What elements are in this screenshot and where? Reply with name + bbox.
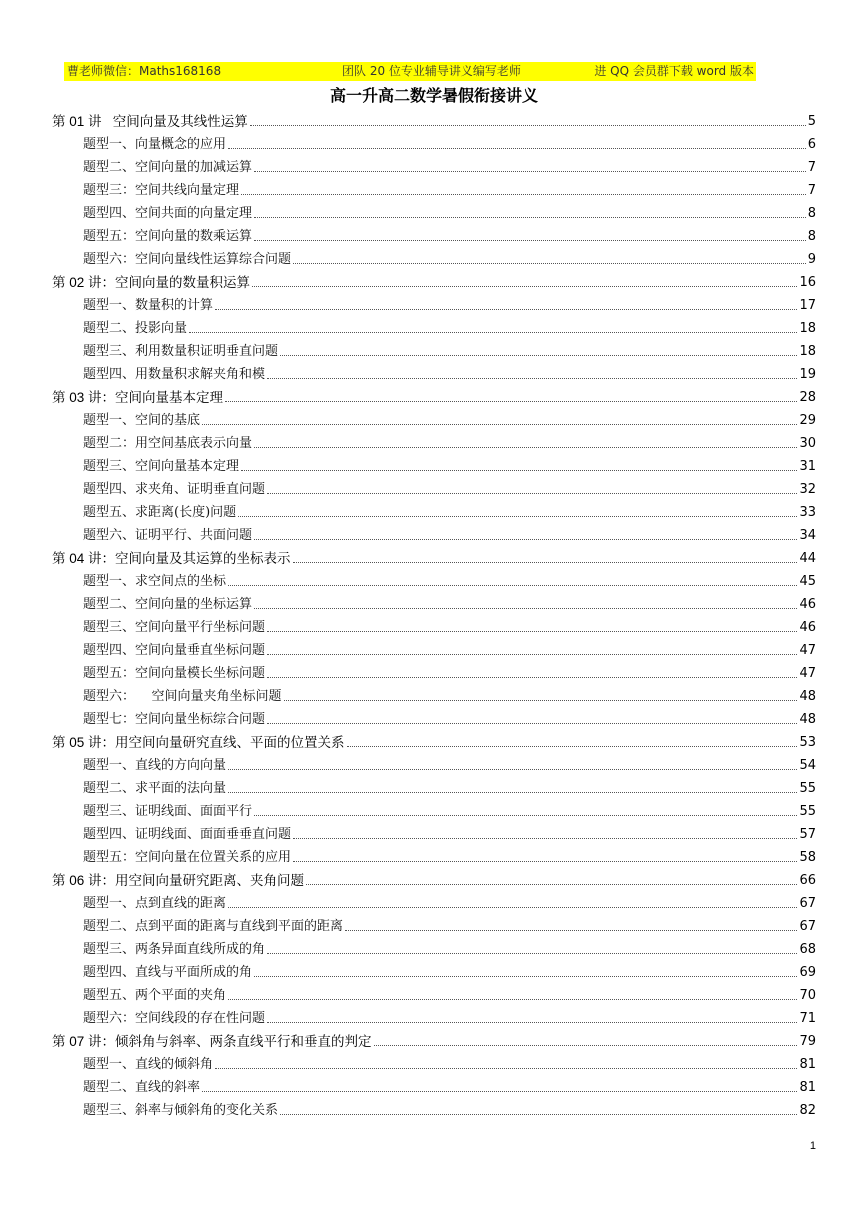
toc-entry-label: 题型一、直线的倾斜角 [83,1057,214,1072]
toc-page-number: 18 [799,321,816,336]
toc-dot-leader [228,584,797,586]
toc-entry-label: 题型七：空间向量坐标综合问题 [83,712,266,727]
toc-page-number: 19 [799,367,816,382]
toc-entry-label: 题型一、直线的方向向量 [83,758,227,773]
toc-page-number: 9 [807,252,816,267]
toc-entry-label: 题型三、两条异面直线所成的角 [83,942,266,957]
toc-entry-label: 题型三、利用数量积证明垂直问题 [83,344,279,359]
toc-dot-leader [254,239,806,241]
toc-subtopic-entry[interactable] [52,751,816,774]
toc-page-number: 48 [799,712,816,727]
toc-dot-leader [293,837,797,839]
toc-page-number: 47 [799,643,816,658]
toc-page-number: 58 [799,850,816,865]
toc-dot-leader [280,354,797,356]
toc-page-number: 17 [799,298,816,313]
toc-subtopic-entry[interactable] [52,820,816,843]
toc-page-number: 67 [799,919,816,934]
header-bar [64,62,756,81]
toc-subtopic-entry[interactable] [52,314,816,337]
toc-lecture-entry[interactable] [52,544,816,567]
toc-dot-leader [267,676,797,678]
toc-subtopic-entry[interactable] [52,590,816,613]
toc-page-number: 57 [799,827,816,842]
toc-dot-leader [306,883,797,885]
toc-page-number: 46 [799,620,816,635]
toc-page-number: 18 [799,344,816,359]
toc-subtopic-entry[interactable] [52,774,816,797]
toc-dot-leader [267,1021,797,1023]
toc-subtopic-entry[interactable] [52,337,816,360]
toc-entry-label: 题型一、求空间点的坐标 [83,574,227,589]
toc-dot-leader [254,216,806,218]
toc-entry-label: 题型四、用数量积求解夹角和模 [83,367,266,382]
toc-entry-label: 题型三、空间向量平行坐标问题 [83,620,266,635]
toc-page-number: 81 [799,1057,816,1072]
toc-dot-leader [280,1113,797,1115]
toc-dot-leader [267,630,797,632]
toc-entry-label: 第 06 讲：用空间向量研究距离、夹角问题 [52,873,305,888]
toc-subtopic-entry[interactable] [52,1096,816,1119]
toc-page-number: 8 [807,229,816,244]
toc-dot-leader [267,653,797,655]
toc-dot-leader [215,308,797,310]
toc-subtopic-entry[interactable] [52,498,816,521]
toc-page-number: 71 [799,1011,816,1026]
toc-entry-label: 题型一、点到直线的距离 [83,896,227,911]
toc-dot-leader [293,860,797,862]
toc-entry-label: 题型五：空间向量的数乘运算 [83,229,253,244]
toc-entry-label: 题型二、直线的斜率 [83,1080,201,1095]
toc-page-number: 70 [799,988,816,1003]
toc-subtopic-entry[interactable] [52,130,816,153]
toc-page-number: 31 [799,459,816,474]
toc-page-number: 82 [799,1103,816,1118]
toc-dot-leader [293,262,806,264]
toc-subtopic-entry[interactable] [52,360,816,383]
toc-dot-leader [225,400,797,402]
toc-dot-leader [228,768,797,770]
toc-page-number: 7 [807,160,816,175]
toc-page-number: 32 [799,482,816,497]
toc-dot-leader [189,331,797,333]
toc-page-number: 67 [799,896,816,911]
toc-entry-label: 题型四、空间共面的向量定理 [83,206,253,221]
toc-subtopic-entry[interactable] [52,222,816,245]
toc-dot-leader [202,1090,797,1092]
toc-dot-leader [293,561,798,563]
toc-subtopic-entry[interactable] [52,406,816,429]
toc-page-number: 47 [799,666,816,681]
toc-dot-leader [254,607,797,609]
toc-entry-label: 第 03 讲：空间向量基本定理 [52,390,224,405]
toc-entry-label: 题型四、空间向量垂直坐标问题 [83,643,266,658]
toc-subtopic-entry[interactable] [52,567,816,590]
toc-page-number: 29 [799,413,816,428]
toc-dot-leader [238,515,797,517]
toc-dot-leader [250,124,806,126]
toc-entry-label: 题型六、证明平行、共面问题 [83,528,253,543]
toc-page-number: 46 [799,597,816,612]
toc-entry-label: 第 05 讲：用空间向量研究直线、平面的位置关系 [52,735,345,750]
toc-page-number: 34 [799,528,816,543]
toc-dot-leader [347,745,798,747]
toc-dot-leader [215,1067,797,1069]
toc-entry-label: 题型三、空间向量基本定理 [83,459,240,474]
toc-subtopic-entry[interactable] [52,1004,816,1027]
toc-entry-label: 第 02 讲：空间向量的数量积运算 [52,275,251,290]
toc-entry-label: 题型二、投影向量 [83,321,188,336]
header-team: 团队 20 位专业辅导讲义编写老师 [342,64,521,78]
toc-entry-label: 题型二：用空间基底表示向量 [83,436,253,451]
document-title: 高一升高二数学暑假衔接讲义 [329,86,538,105]
table-of-contents [52,107,816,1119]
toc-entry-label: 题型一、向量概念的应用 [83,137,227,152]
toc-page-number: 33 [799,505,816,520]
toc-dot-leader [228,998,797,1000]
toc-page-number: 69 [799,965,816,980]
toc-page-number: 81 [799,1080,816,1095]
toc-subtopic-entry[interactable] [52,636,816,659]
toc-entry-label: 题型四、直线与平面所成的角 [83,965,253,980]
toc-page-number: 55 [799,804,816,819]
toc-subtopic-entry[interactable] [52,475,816,498]
toc-entry-label: 题型六：空间向量线性运算综合问题 [83,252,292,267]
toc-subtopic-entry[interactable] [52,797,816,820]
toc-dot-leader [254,538,797,540]
toc-dot-leader [228,147,806,149]
toc-dot-leader [267,722,797,724]
toc-entry-label: 题型五、求距离(长度)问题 [83,505,237,520]
toc-page-number: 30 [799,436,816,451]
toc-subtopic-entry[interactable] [52,682,816,705]
toc-page-number: 55 [799,781,816,796]
toc-subtopic-entry[interactable] [52,659,816,682]
toc-entry-label: 题型二、空间向量的加减运算 [83,160,253,175]
toc-entry-label: 题型二、求平面的法向量 [83,781,227,796]
toc-entry-label: 题型一、数量积的计算 [83,298,214,313]
toc-lecture-entry[interactable] [52,1027,816,1050]
toc-entry-label: 题型二、点到平面的距离与直线到平面的距离 [83,919,344,934]
toc-lecture-entry[interactable] [52,107,816,130]
toc-page-number: 79 [799,1034,816,1049]
toc-subtopic-entry[interactable] [52,199,816,222]
toc-subtopic-entry[interactable] [52,291,816,314]
toc-page-number: 68 [799,942,816,957]
toc-dot-leader [267,952,797,954]
toc-entry-label: 题型六：空间线段的存在性问题 [83,1011,266,1026]
toc-subtopic-entry[interactable] [52,245,816,268]
toc-entry-label: 题型二、空间向量的坐标运算 [83,597,253,612]
toc-subtopic-entry[interactable] [52,1073,816,1096]
toc-dot-leader [228,791,797,793]
header-contact: 曹老师微信：Maths168168 [67,64,222,78]
toc-page-number: 28 [799,390,816,405]
toc-subtopic-entry[interactable] [52,889,816,912]
toc-dot-leader [202,423,797,425]
toc-dot-leader [241,193,806,195]
header-download: 进 QQ 会员群下载 word 版本 [594,64,754,78]
toc-subtopic-entry[interactable] [52,153,816,176]
toc-entry-label: 题型三：空间共线向量定理 [83,183,240,198]
toc-subtopic-entry[interactable] [52,935,816,958]
toc-dot-leader [267,377,797,379]
toc-entry-label: 第 07 讲：倾斜角与斜率、两条直线平行和垂直的判定 [52,1034,372,1049]
toc-entry-label: 题型三、证明线面、面面平行 [83,804,253,819]
toc-entry-label: 题型四、证明线面、面面垂垂直问题 [83,827,292,842]
toc-subtopic-entry[interactable] [52,843,816,866]
toc-entry-label: 题型五：空间向量在位置关系的应用 [83,850,292,865]
toc-dot-leader [254,170,806,172]
toc-entry-label: 第 01 讲 空间向量及其线性运算 [52,114,248,129]
toc-dot-leader [267,492,797,494]
toc-subtopic-entry[interactable] [52,521,816,544]
toc-dot-leader [254,814,797,816]
toc-subtopic-entry[interactable] [52,705,816,728]
toc-subtopic-entry[interactable] [52,429,816,452]
toc-subtopic-entry[interactable] [52,981,816,1004]
toc-dot-leader [228,906,797,908]
toc-page-number: 16 [799,275,816,290]
toc-subtopic-entry[interactable] [52,958,816,981]
toc-lecture-entry[interactable] [52,268,816,291]
toc-entry-label: 题型四、求夹角、证明垂直问题 [83,482,266,497]
toc-page-number: 45 [799,574,816,589]
toc-subtopic-entry[interactable] [52,613,816,636]
toc-subtopic-entry[interactable] [52,1050,816,1073]
toc-lecture-entry[interactable] [52,728,816,751]
toc-page-number: 54 [799,758,816,773]
toc-page-number: 7 [807,183,816,198]
toc-page-number: 8 [807,206,816,221]
toc-entry-label: 题型五：空间向量模长坐标问题 [83,666,266,681]
toc-page-number: 44 [799,551,816,566]
toc-dot-leader [284,699,798,701]
toc-entry-label: 题型三、斜率与倾斜角的变化关系 [83,1103,279,1118]
toc-entry-label: 题型一、空间的基底 [83,413,201,428]
toc-page-number: 66 [799,873,816,888]
toc-entry-label: 第 04 讲：空间向量及其运算的坐标表示 [52,551,291,566]
toc-lecture-entry[interactable] [52,383,816,406]
toc-page-number: 6 [807,137,816,152]
toc-page-number: 53 [799,735,816,750]
toc-page-number: 48 [799,689,816,704]
toc-entry-label: 题型五、两个平面的夹角 [83,988,227,1003]
toc-entry-label: 题型六： 空间向量夹角坐标问题 [83,689,282,704]
toc-dot-leader [252,285,797,287]
toc-page-number: 5 [807,114,816,129]
toc-subtopic-entry[interactable] [52,176,816,199]
toc-dot-leader [241,469,797,471]
toc-subtopic-entry[interactable] [52,452,816,475]
toc-dot-leader [254,446,797,448]
toc-dot-leader [254,975,797,977]
toc-dot-leader [345,929,797,931]
page-number: 1 [809,1140,816,1152]
toc-subtopic-entry[interactable] [52,912,816,935]
toc-lecture-entry[interactable] [52,866,816,889]
toc-dot-leader [374,1044,798,1046]
